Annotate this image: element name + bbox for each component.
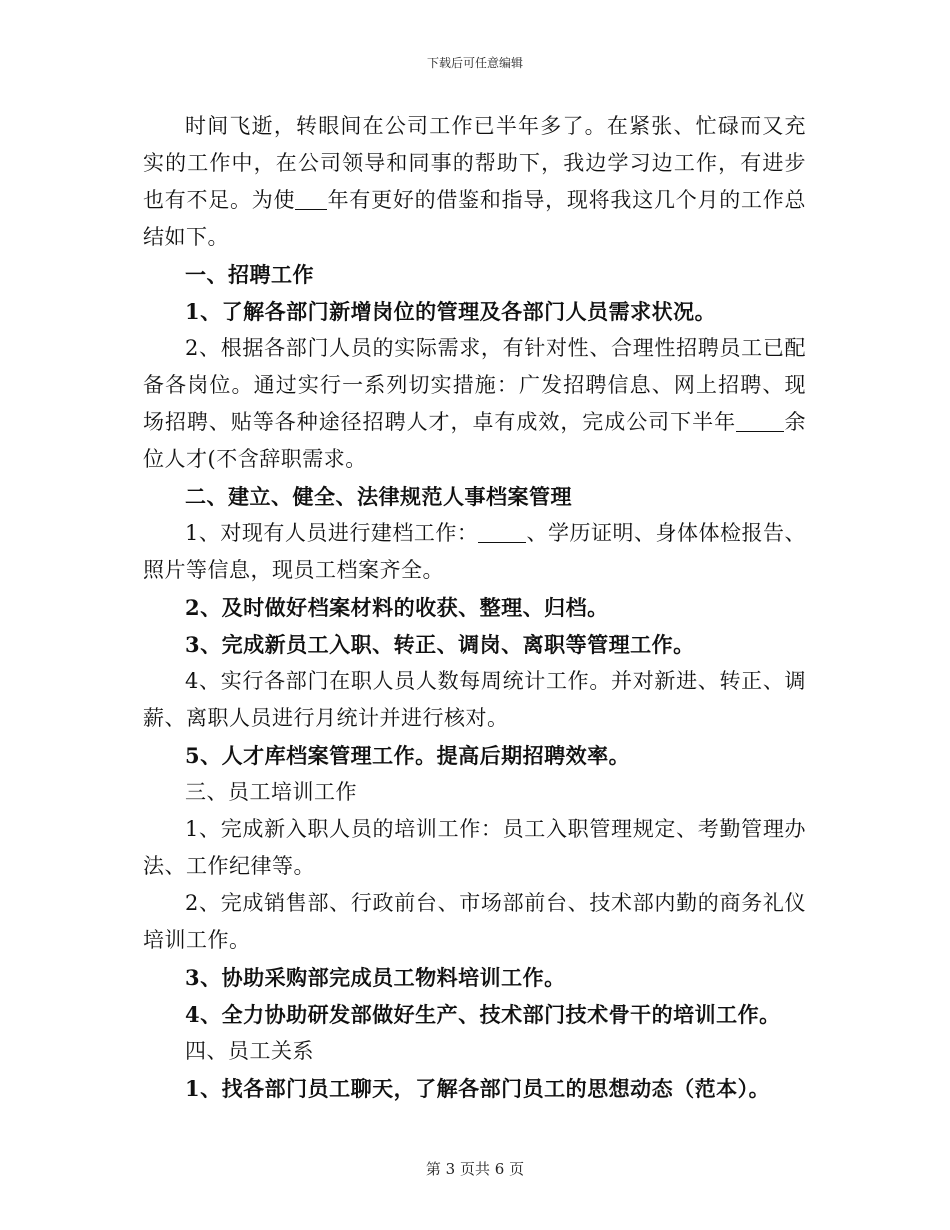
fill-in-blank [295, 188, 327, 210]
paragraph [143, 293, 806, 330]
paragraph-text: 1、完成新入职人员的培训工作：员工入职管理规定、考勤管理办法、工作纪律等。 [143, 817, 806, 878]
paragraph-text: 时间飞逝，转眼间在公司工作已半年多了。在紧张、忙碌而又充实的工作中，在公司领导和同事的帮助下，我边学习边工作，有进步也有不足。为使 [143, 114, 806, 212]
paragraph-text: 余位人才(不含辞职需求。 [143, 410, 807, 471]
paragraph-text: 4、实行各部门在职人员人数每周统计工作。并对新进、转正、调薪、离职人员进行月统计并进行核对。 [143, 669, 806, 730]
paragraph [143, 478, 806, 515]
paragraph [143, 589, 806, 626]
paragraph [143, 663, 806, 737]
paragraph [143, 515, 806, 589]
paragraph-text: 3、协助采购部完成员工物料培训工作。 [185, 965, 566, 990]
paragraph [143, 959, 806, 996]
document-body [143, 108, 806, 1107]
paragraph-text: 年有更好的借鉴和指导，现将我这几个月的工作总结如下。 [143, 188, 807, 249]
page-footer: 第 3 页共 6 页 [425, 1160, 525, 1178]
paragraph [143, 885, 806, 959]
paragraph [143, 626, 806, 663]
paragraph-text: 2、及时做好档案材料的收获、整理、归档。 [185, 595, 609, 620]
fill-in-blank [736, 410, 784, 432]
page-header: 下载后可任意编辑 [426, 56, 523, 70]
fill-in-blank [478, 521, 526, 543]
paragraph [143, 1033, 806, 1070]
paragraph-text: 二、建立、健全、法律规范人事档案管理 [185, 484, 572, 509]
paragraph-text: 2、完成销售部、行政前台、市场部前台、技术部内勤的商务礼仪培训工作。 [143, 891, 806, 952]
paragraph-text: 一、招聘工作 [185, 262, 314, 287]
paragraph-text: 1、了解各部门新增岗位的管理及各部门人员需求状况。 [185, 299, 717, 324]
paragraph [143, 774, 806, 811]
paragraph [143, 1070, 806, 1107]
paragraph [143, 256, 806, 293]
paragraph [143, 996, 806, 1033]
paragraph-text: 5、人才库档案管理工作。提高后期招聘效率。 [185, 743, 631, 768]
paragraph [143, 108, 806, 256]
paragraph [143, 811, 806, 885]
paragraph-text: 4、全力协助研发部做好生产、技术部门技术骨干的培训工作。 [185, 1002, 781, 1027]
paragraph-text: 2、根据各部门人员的实际需求，有针对性、合理性招聘员工已配备各岗位。通过实行一系列切实措施：广发招聘信息、网上招聘、现场招聘、贴等各种途径招聘人才，卓有成效，完成公司下半年 [143, 336, 806, 434]
paragraph-text: 、学历证明、身体体检报告、照片等信息，现员工档案齐全。 [143, 521, 806, 582]
paragraph-text: 3、完成新员工入职、转正、调岗、离职等管理工作。 [185, 632, 695, 657]
paragraph-text: 四、员工关系 [185, 1039, 314, 1063]
paragraph [143, 737, 806, 774]
paragraph-text: 1、找各部门员工聊天，了解各部门员工的思想动态（范本）。 [185, 1076, 771, 1101]
paragraph-text: 1、对现有人员进行建档工作： [185, 521, 479, 545]
paragraph-text: 三、员工培训工作 [185, 780, 357, 804]
paragraph [143, 330, 806, 478]
